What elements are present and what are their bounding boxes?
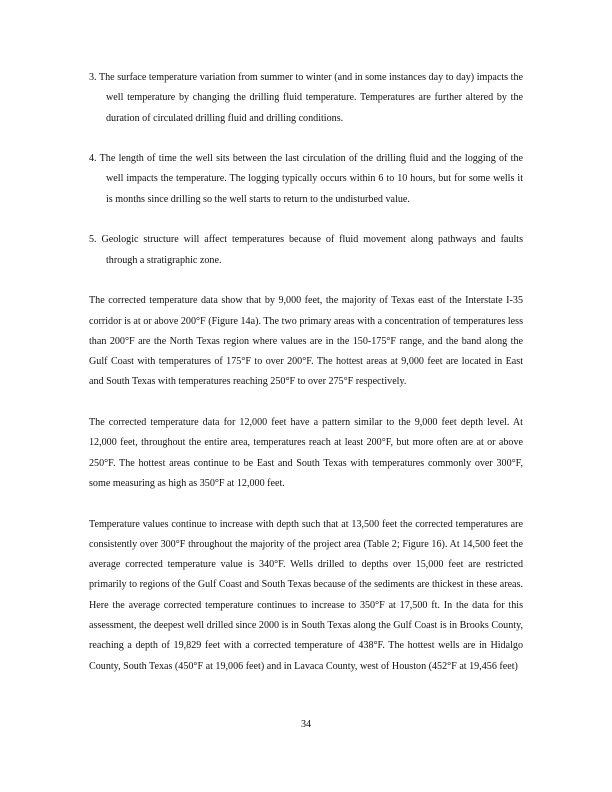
page-body — [89, 68, 523, 697]
list-item-4: 4. The length of time the well sits between the last circulation of the drilling fluid and the logging of the well impacts the temperature. The logging typically occurs within 6 to 10 hours, but for some wells it is months since drilling so the well starts to return to the undisturbed value. — [89, 153, 523, 205]
paragraph-12000-feet: The corrected temperature data for 12,000 feet have a pattern similar to the 9,000 feet depth level. At 12,000 feet, throughout the entire area, temperatures reach at least 200°F, but more often are at or above 250°F. The hottest areas continue to be East and South Texas with temperatures commonly over 300°F, some measuring as high as 350°F at 12,000 feet. — [89, 417, 523, 489]
page-number: 34 — [300, 719, 312, 730]
paragraph-9000-feet: The corrected temperature data show that by 9,000 feet, the majority of Texas east of the Interstate I-35 corridor is at or above 200°F (Figure 14a). The two primary areas with a concentration of temperatures less than 200°F are the North Texas region where values are in the 150-175°F range, and the band along the Gulf Coast with temperatures of 175°F to over 200°F. The hottest areas at 9,000 feet are located in East and South Texas with temperatures reaching 250°F to over 275°F respectively. — [89, 295, 523, 388]
list-item-5: 5. Geologic structure will affect temperatures because of fluid movement along pathways and faults through a stratigraphic zone. — [89, 234, 523, 266]
paragraph-13500-feet: Temperature values continue to increase with depth such that at 13,500 feet the corrected temperatures are consistently over 300°F throughout the majority of the project area (Table 2; Figure 16). At 14,500 feet the average corrected temperature value is 340°F. Wells drilled to depths over 15,000 feet are restricted primarily to regions of the Gulf Coast and South Texas because of the sediments are thickest in these areas. Here the average corrected temperature continues to increase to 350°F at 17,500 ft. In the data for this assessment, the deepest well drilled since 2000 is in South Texas along the Gulf Coast is in Brooks County, reaching a depth of 19,829 feet with a corrected temperature of 438°F. The hottest wells are in Hidalgo County, South Texas (450°F at 19,006 feet) and in Lavaca County, west of Houston (452°F at 19,456 feet) — [89, 518, 523, 672]
list-item-3: 3. The surface temperature variation from summer to winter (and in some instances day to day) impacts the well temperature by changing the drilling fluid temperature. Temperatures are further altered by the duration of circulated drilling fluid and drilling conditions. — [89, 72, 523, 124]
